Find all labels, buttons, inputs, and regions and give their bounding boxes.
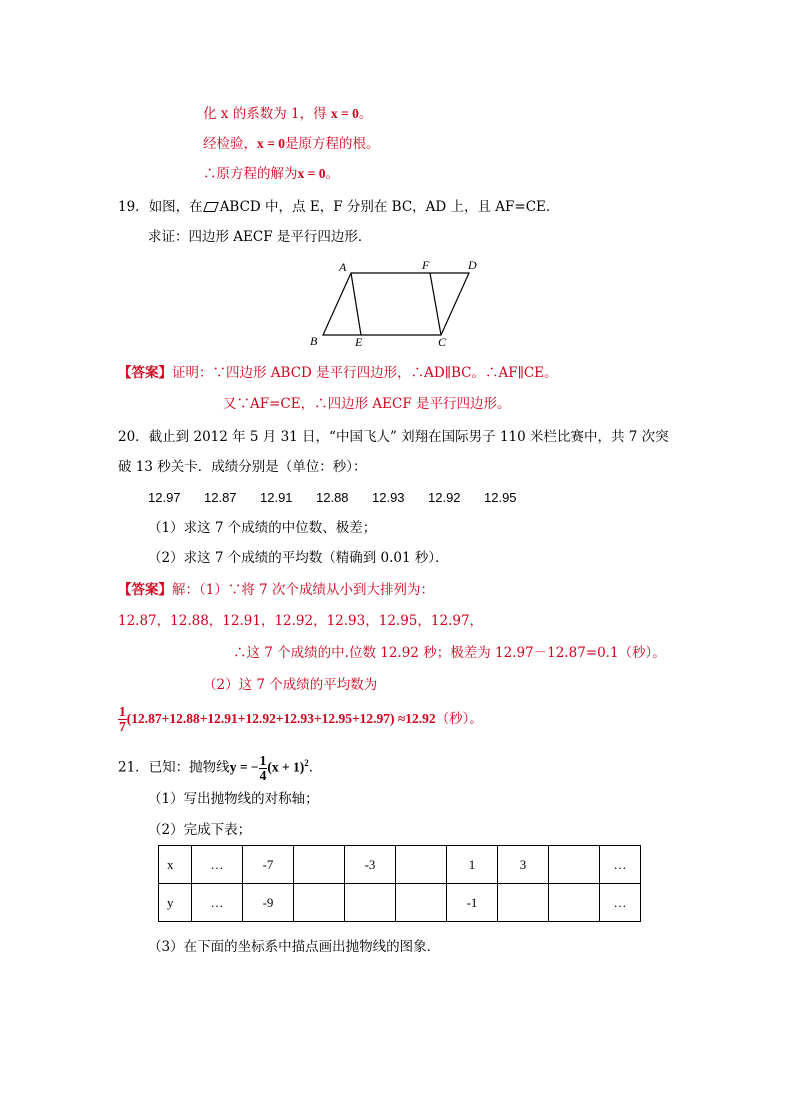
table-cell: … (192, 884, 243, 922)
table-cell: … (192, 846, 243, 884)
q20-answer-formula: $\frac{1}{7}$ (12.87+12.88+12.91+12.92+12.93+12.95+12.97) ≈12.92（秒）。 (119, 704, 483, 734)
table-row-y (159, 884, 641, 922)
q19-answer-1: 【答案】证明：∵四边形 ABCD 是平行四边形，∴AD∥BC。∴AF∥CE。 (118, 365, 558, 381)
table-cell (549, 846, 600, 884)
fraction-one-seventh: $\frac{1}{7}$ (119, 704, 126, 734)
table-cell (549, 884, 600, 922)
table-cell (294, 884, 345, 922)
q20-answer-3: ∴这 7 个成绩的中.位数 12.92 秒；极差为 12.97－12.87=0.1（秒）。 (233, 645, 666, 661)
q18-line2: 经检验，x = 0是原方程的根。 (203, 136, 380, 152)
table-cell (396, 846, 447, 884)
q21-sub2: （2）完成下表； (148, 822, 252, 838)
table-cell: -1 (447, 884, 498, 922)
q20-answer-1: 【答案】解：（1）∵将 7 次个成绩从小到大排列为： (118, 582, 435, 598)
q20-line2: 破 13 秒关卡．成绩分别是（单位：秒）： (118, 459, 367, 475)
eq-x0: x = 0 (330, 106, 359, 121)
table-cell (396, 884, 447, 922)
figure-label-d: D (468, 258, 477, 272)
figure-label-a: A (339, 260, 347, 274)
table-cell: -9 (243, 884, 294, 922)
table-cell: x (159, 846, 192, 884)
q19-answer-2: 又∵AF=CE，∴四边形 AECF 是平行四边形。 (223, 396, 511, 412)
figure-abcd (323, 273, 469, 335)
q21-statement: 21．已知：抛物线y = − $\frac{1}{4}$ $(x + 1)^2$． (118, 752, 323, 783)
q19-statement: 19．如图，在 ABCD 中，点 E，F 分别在 BC，AD 上，且 AF=CE． (118, 199, 560, 215)
table-cell: … (600, 884, 641, 922)
table-cell: -7 (243, 846, 294, 884)
q20-answer-4: （2）这 7 个成绩的平均数为 (203, 677, 378, 693)
table-cell (294, 846, 345, 884)
q18-line1: 化 x 的系数为 1，得 x = 0。 (203, 106, 373, 122)
table-cell: … (600, 846, 641, 884)
table-cell: 1 (447, 846, 498, 884)
figure-line-ae (351, 273, 361, 335)
fraction-one-quarter: $\frac{1}{4}$ (259, 752, 267, 783)
q20-line1: 20．截止到 2012 年 5 月 31 日，“中国飞人” 刘翔在国际男子 110 米栏比赛中，共 7 次突 (118, 429, 669, 445)
table-cell (345, 884, 396, 922)
q20-scores: 12.97 12.87 12.91 12.88 12.93 12.92 12.95 (148, 490, 517, 505)
value-table (158, 845, 641, 922)
figure-label-e: E (355, 335, 363, 349)
q20-sub2: （2）求这 7 个成绩的平均数（精确到 0.01 秒）． (148, 550, 449, 566)
figure-label-c: C (438, 335, 447, 349)
parallelogram-symbol-icon (203, 202, 219, 212)
q21-sub1: （1）写出抛物线的对称轴； (148, 791, 319, 807)
q19-prove: 求证：四边形 AECF 是平行四边形． (148, 229, 372, 245)
table-cell (498, 884, 549, 922)
figure-line-fc (430, 273, 441, 335)
figure-label-f: F (422, 258, 430, 272)
q21-sub3: （3）在下面的坐标系中描点画出抛物线的图象． (148, 939, 441, 955)
q18-line3: ∴原方程的解为x = 0。 (203, 166, 339, 182)
q20-sub1: （1）求这 7 个成绩的中位数、极差； (148, 520, 377, 536)
table-cell: y (159, 884, 192, 922)
figure-label-b: B (310, 334, 318, 348)
q20-answer-2: 12.87，12.88，12.91，12.92，12.93，12.95，12.97， (118, 613, 484, 629)
table-cell: 3 (498, 846, 549, 884)
parallelogram-figure (305, 255, 490, 350)
table-row-x (159, 846, 641, 884)
table-cell: -3 (345, 846, 396, 884)
